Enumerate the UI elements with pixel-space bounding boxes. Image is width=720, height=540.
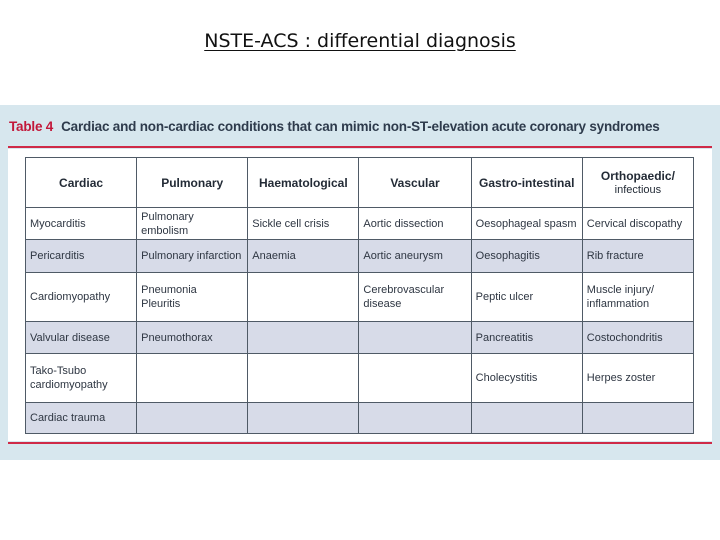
cell-pulmonary [137, 273, 248, 322]
cell-orthopaedic: Rib fracture [582, 240, 693, 273]
differential-diagnosis-table [25, 157, 694, 434]
cell-pulmonary [137, 354, 248, 403]
cell-cardiac: Valvular disease [26, 322, 137, 354]
cell-orthopaedic-line2: inflammation [586, 298, 650, 310]
cell-haematological: Sickle cell crisis [248, 208, 359, 240]
header-pulmonary: Pulmonary [137, 158, 248, 208]
cell-cardiac-line2: cardiomyopathy [30, 379, 108, 391]
table-number: Table 4 [9, 119, 54, 134]
cell-vascular: Cerebrovascular disease [359, 273, 471, 322]
table-row [26, 208, 694, 240]
cell-orthopaedic [582, 403, 693, 434]
slide-title: NSTE-ACS : differential diagnosis [204, 30, 516, 52]
cell-gastro-intestinal: Cholecystitis [471, 354, 582, 403]
header-vascular: Vascular [359, 158, 471, 208]
header-haematological: Haematological [248, 158, 359, 208]
header-orthopaedic-line1: Orthopaedic/ [600, 168, 675, 183]
cell-pulmonary: Pneumothorax [137, 322, 248, 354]
table-header-row [26, 158, 694, 208]
cell-haematological [248, 273, 359, 322]
cell-orthopaedic: Costochondritis [582, 322, 693, 354]
table-row [26, 240, 694, 273]
table-row [26, 354, 694, 403]
cell-orthopaedic-line1: Muscle injury/ [586, 284, 655, 296]
cell-pulmonary: Pulmonary embolism [137, 208, 248, 240]
cell-gastro-intestinal: Oesophageal spasm [471, 208, 582, 240]
table-row [26, 322, 694, 354]
header-gastro-intestinal: Gastro-intestinal [471, 158, 582, 208]
table-rule-bottom [8, 442, 712, 444]
cell-cardiac: Cardiomyopathy [26, 273, 137, 322]
cell-gastro-intestinal [471, 403, 582, 434]
cell-cardiac: Myocarditis [26, 208, 137, 240]
table-row [26, 273, 694, 322]
table-row [26, 403, 694, 434]
cell-pulmonary-line1: Pneumonia [141, 284, 197, 296]
cell-cardiac-line1: Tako-Tsubo [30, 365, 87, 377]
cell-vascular [359, 354, 471, 403]
cell-haematological [248, 322, 359, 354]
cell-haematological [248, 403, 359, 434]
cell-orthopaedic: Herpes zoster [582, 354, 693, 403]
cell-pulmonary [137, 403, 248, 434]
cell-pulmonary: Pulmonary infarction [137, 240, 248, 273]
header-cardiac: Cardiac [26, 158, 137, 208]
cell-haematological: Anaemia [248, 240, 359, 273]
cell-vascular: Aortic aneurysm [359, 240, 471, 273]
cell-cardiac: Pericarditis [26, 240, 137, 273]
table-caption [9, 119, 660, 134]
cell-orthopaedic: Cervical discopathy [582, 208, 693, 240]
cell-vascular [359, 403, 471, 434]
caption-rule-top [8, 146, 712, 148]
cell-orthopaedic [582, 273, 693, 322]
table-caption-text: Cardiac and non-cardiac conditions that can mimic non-ST-elevation acute coronary syndromes [61, 119, 660, 134]
cell-gastro-intestinal: Oesophagitis [471, 240, 582, 273]
cell-pulmonary-line2: Pleuritis [141, 298, 181, 310]
cell-haematological [248, 354, 359, 403]
cell-gastro-intestinal: Peptic ulcer [471, 273, 582, 322]
header-orthopaedic-line2: infectious [614, 183, 662, 196]
cell-gastro-intestinal: Pancreatitis [471, 322, 582, 354]
cell-vascular: Aortic dissection [359, 208, 471, 240]
cell-cardiac [26, 354, 137, 403]
cell-vascular [359, 322, 471, 354]
cell-cardiac: Cardiac trauma [26, 403, 137, 434]
header-orthopaedic-infectious [582, 158, 693, 208]
